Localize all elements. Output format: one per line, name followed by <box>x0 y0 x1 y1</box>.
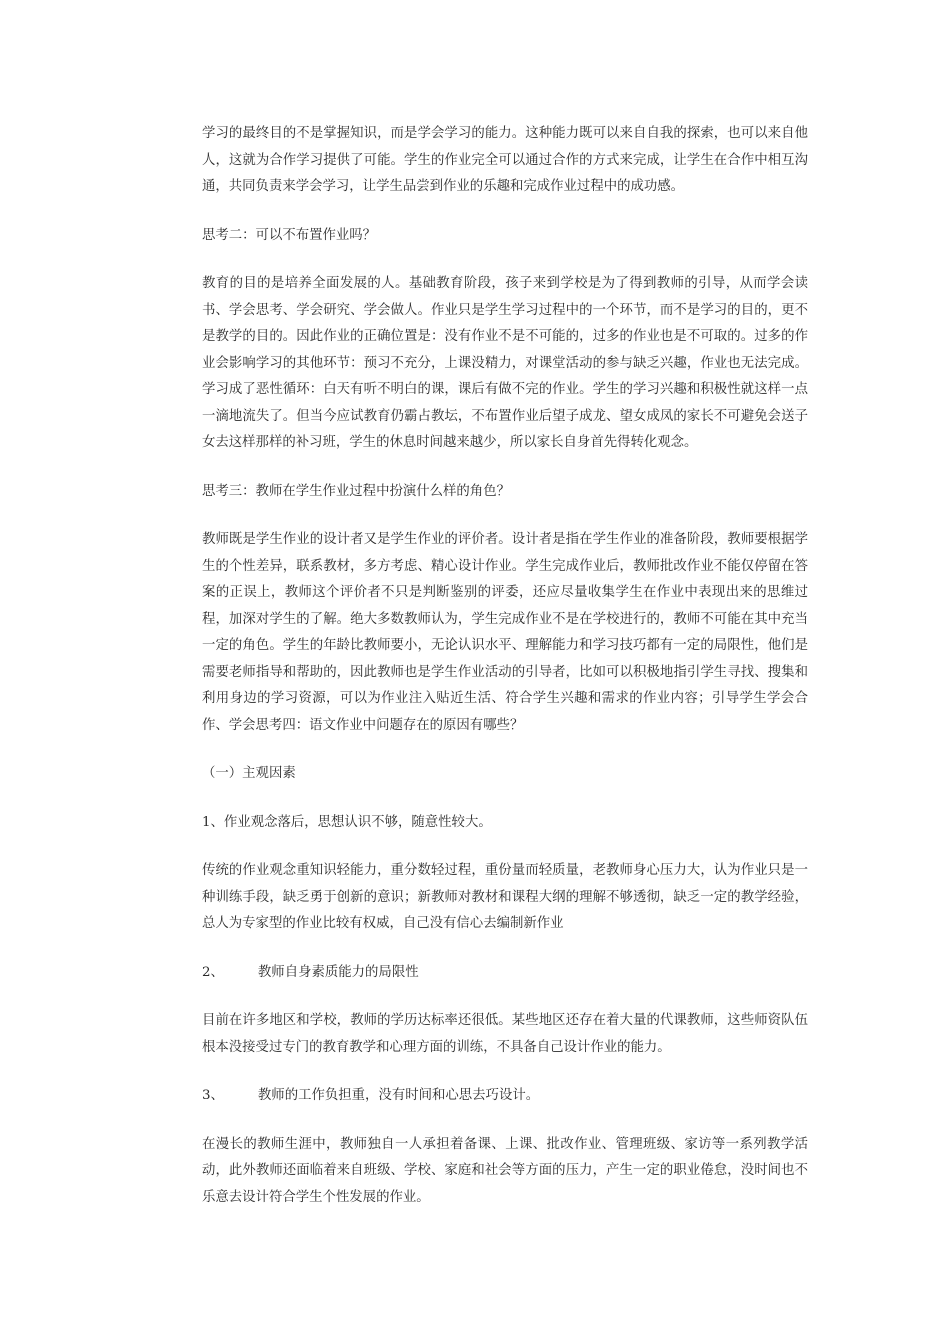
paragraph-traditional-concept: 传统的作业观念重知识轻能力，重分数轻过程，重份量而轻质量，老教师身心压力大，认为作业只是一种训练手段，缺乏勇于创新的意识；新教师对教材和课程大纲的理解不够透彻，缺乏一定的教学经验，总人为专家型的作业比较有权威，自己没有信心去编制新作业 <box>202 863 808 931</box>
paragraph-teacher-workload: 在漫长的教师生涯中，教师独自一人承担着备课、上课、批改作业、管理班级、家访等一系列教学活动，此外教师还面临着来自班级、学校、家庭和社会等方面的压力，产生一定的职业倦怠，没时间也不乐意去设计符合学生个性发展的作业。 <box>202 1136 808 1205</box>
paragraph-education-purpose: 教育的目的是培养全面发展的人。基础教育阶段，孩子来到学校是为了得到教师的引导，从而学会读书、学会思考、学会研究、学会做人。作业只是学生学习过程中的一个环节，而不是学习的目的，更不是教学的目的。因此作业的正确位置是：没有作业不是不可能的，过多的作业也是不可取的。过多的作业会影响学习的其他环节：预习不充分，上课没精力，对课堂活动的参与缺乏兴趣，作业也无法完成。学习成了恶性循环：白天有听不明白的课，课后有做不完的作业。学生的学习兴趣和积极性就这样一点一滴地流失了。但当今应试教育仍霸占教坛，不布置作业后望子成龙、望女成凤的家长不可避免会送子女去这样那样的补习班，学生的休息时间越来越少，所以家长自身首先得转化观念。 <box>202 276 808 450</box>
paragraph-teacher-qualification: 目前在许多地区和学校，教师的学历达标率还很低。某些地区还存在着大量的代课教师，这些师资队伍根本没接受过专门的教育教学和心理方面的训练，不具备自己设计作业的能力。 <box>202 1013 808 1055</box>
paragraph-teacher-role: 教师既是学生作业的设计者又是学生作业的评价者。设计者是指在学生作业的准备阶段，教师要根据学生的个性差异，联系教材，多方考虑、精心设计作业。学生完成作业后，教师批改作业不能仅停留在答案的正误上，教师这个评价者不只是判断鉴别的评委，还应尽量收集学生在作业中表现出来的思维过程，加深对学生的了解。绝大多数教师认为，学生完成作业不是在学校进行的，教师不可能在其中充当一定的角色。学生的年龄比教师要小，无论认识水平、理解能力和学习技巧都有一定的局限性，他们是需要老师指导和帮助的，因此教师也是学生作业活动的引导者，比如可以积极地指引学生寻找、搜集和利用身边的学习资源，可以为作业注入贴近生活、符合学生兴趣和需求的作业内容；引导学生学会合作、学会思考四：语文作业中问题存在的原因有哪些？ <box>202 532 808 733</box>
heading-item-3 <box>202 1083 808 1110</box>
heading-thought-three: 思考三：教师在学生作业过程中扮演什么样的角色？ <box>202 483 510 499</box>
document-body <box>202 121 808 1233</box>
item-text: 教师的工作负担重，没有时间和心思去巧设计。 <box>257 1088 540 1103</box>
heading-subjective-factors: （一）主观因素 <box>202 766 296 781</box>
item-number: 3、 <box>202 1088 224 1103</box>
heading-item-2 <box>202 960 808 987</box>
heading-thought-two: 思考二：可以不布置作业吗？ <box>202 227 377 243</box>
item-number: 2、 <box>202 964 224 980</box>
paragraph-cooperative-learning: 学习的最终目的不是掌握知识，而是学会学习的能力。这种能力既可以来自自我的探索，也可以来自他人，这就为合作学习提供了可能。学生的作业完全可以通过合作的方式来完成，让学生在合作中相互沟通，共同负责来学会学习，让学生品尝到作业的乐趣和完成作业过程中的成功感。 <box>202 126 808 194</box>
heading-item-1: 1、作业观念落后，思想认识不够，随意性较大。 <box>202 814 492 830</box>
item-text: 教师自身素质能力的局限性 <box>257 964 419 980</box>
